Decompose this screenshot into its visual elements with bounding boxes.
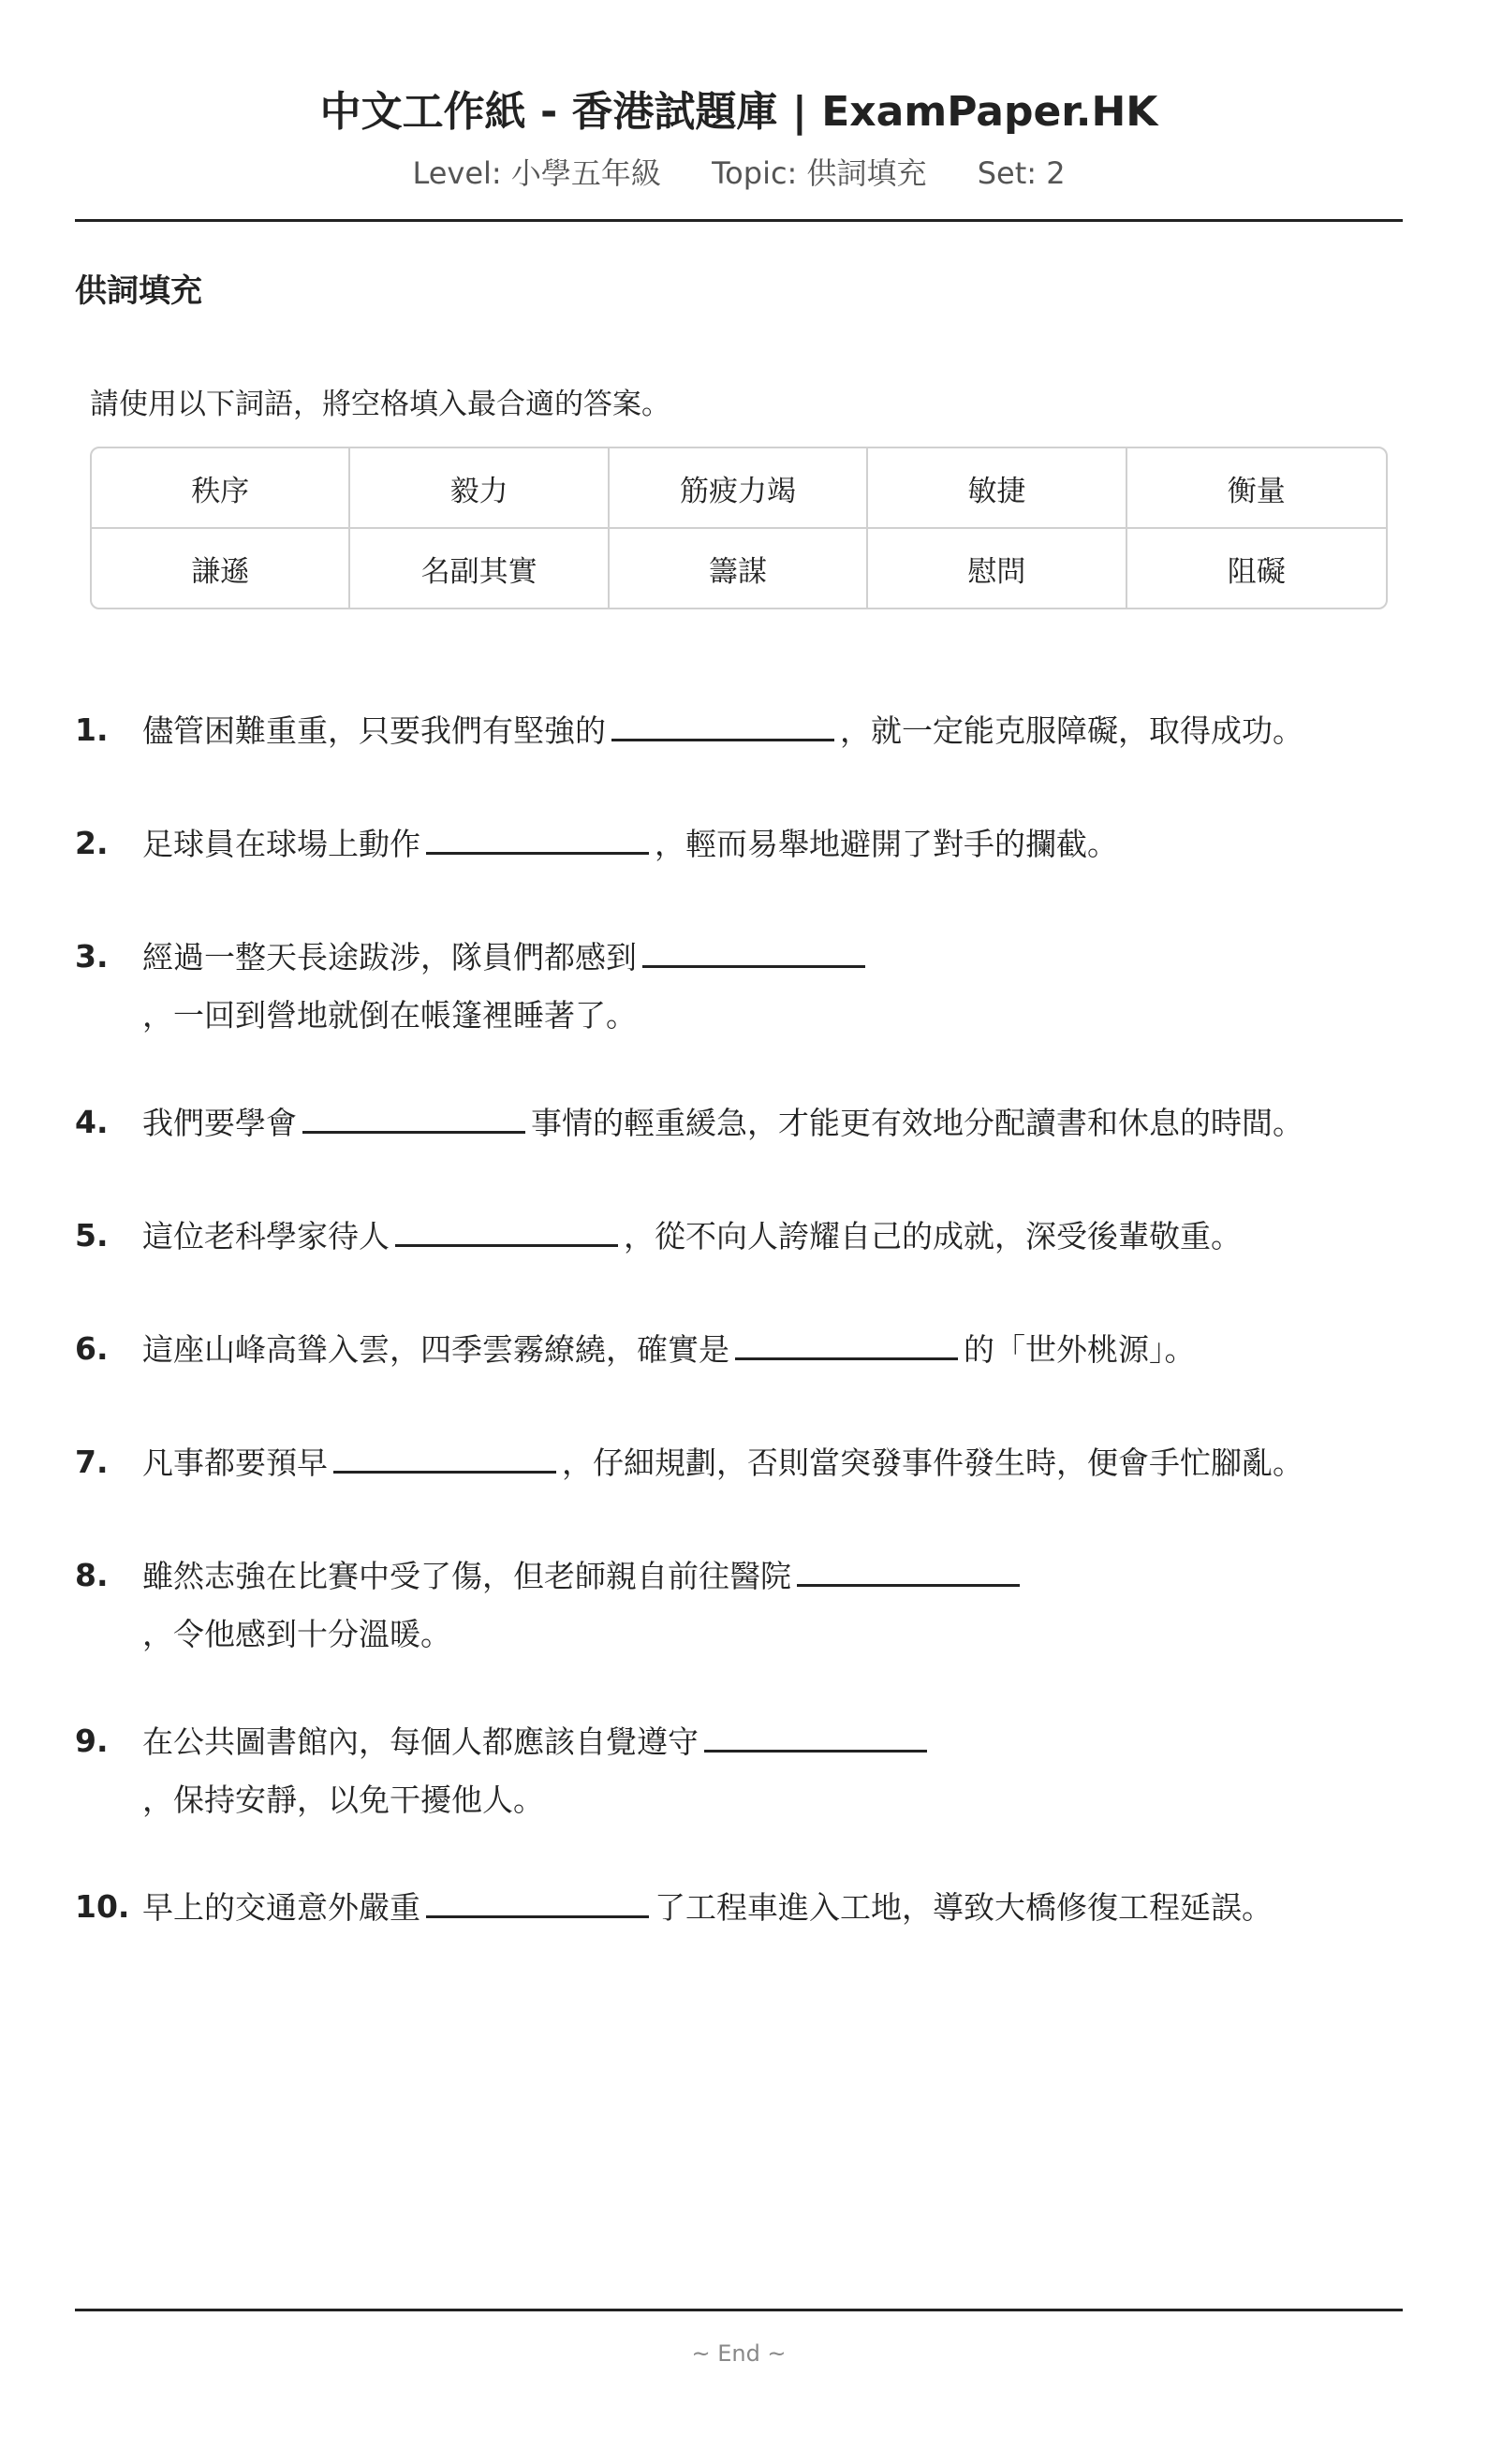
answer-blank[interactable] [642, 928, 865, 968]
answer-blank[interactable] [611, 701, 834, 741]
instruction-text: 請使用以下詞語，將空格填入最合適的答案。 [90, 388, 670, 421]
question-text-before: 我們要學會 [142, 1105, 297, 1141]
question-text [142, 1433, 1403, 1492]
answer-blank[interactable] [735, 1320, 958, 1360]
question-item [75, 1878, 1403, 1937]
answer-blank[interactable] [302, 1093, 525, 1134]
question-number: 3. [75, 938, 109, 975]
question-text [142, 1093, 1403, 1152]
worksheet-meta [75, 154, 1403, 193]
question-item [75, 814, 1403, 873]
question-number: 8. [75, 1557, 109, 1593]
question-text [142, 1712, 1403, 1829]
question-text-before: 早上的交通意外嚴重 [142, 1889, 420, 1926]
question-item [75, 1712, 1403, 1829]
word-bank-row [92, 529, 1386, 608]
word-bank-cell: 敏捷 [868, 448, 1126, 529]
answer-blank[interactable] [395, 1207, 618, 1247]
question-text-before: 這位老科學家待人 [142, 1218, 390, 1254]
answer-blank[interactable] [333, 1433, 556, 1474]
question-text [142, 928, 1403, 1045]
answer-blank[interactable] [704, 1712, 927, 1753]
question-item [75, 928, 1403, 1045]
question-text-before: 儘管困難重重，只要我們有堅強的 [142, 712, 606, 749]
question-text-before: 在公共圖書館內，每個人都應該自覺遵守 [142, 1723, 699, 1760]
word-bank-cell: 阻礙 [1227, 554, 1286, 589]
answer-blank[interactable] [797, 1547, 1020, 1587]
question-text-before: 這座山峰高聳入雲，四季雲霧繚繞，確實是 [142, 1331, 729, 1368]
question-text-after: 的「世外桃源」。 [964, 1331, 1196, 1368]
question-number: 2. [75, 825, 109, 861]
worksheet-page [75, 0, 1403, 2464]
question-text-after: ，令他感到十分溫暖。 [142, 1616, 451, 1652]
question-text-after: ，保持安靜，以免干擾他人。 [142, 1782, 544, 1818]
question-text-before: 雖然志強在比賽中受了傷，但老師親自前往醫院 [142, 1558, 791, 1594]
worksheet-header [75, 0, 1403, 222]
word-bank-cell: 慰問 [868, 529, 1126, 608]
answer-blank[interactable] [426, 814, 649, 855]
question-number: 7. [75, 1444, 109, 1480]
question-item [75, 1433, 1403, 1492]
question-number: 5. [75, 1217, 109, 1254]
question-item [75, 1320, 1403, 1379]
question-text [142, 1207, 1403, 1266]
word-bank-cell: 秩序 [92, 448, 350, 529]
topic-label: Topic: 供詞填充 [712, 155, 927, 191]
question-text-before: 凡事都要預早 [142, 1445, 328, 1481]
word-bank-cell: 衡量 [1127, 448, 1386, 529]
question-text-after: ，輕而易舉地避開了對手的攔截。 [655, 826, 1118, 862]
question-text [142, 814, 1403, 873]
question-text-before: 足球員在球場上動作 [142, 826, 420, 862]
word-bank-cell: 籌謀 [610, 529, 868, 608]
question-number: 1. [75, 711, 109, 748]
word-bank-table [90, 447, 1388, 609]
question-number: 4. [75, 1104, 109, 1140]
question-text-after: ，就一定能克服障礙，取得成功。 [840, 712, 1303, 749]
question-item [75, 1093, 1403, 1152]
question-text-after: ，一回到營地就倒在帳篷裡睡著了。 [142, 997, 637, 1034]
question-item [75, 1547, 1403, 1664]
section-title: 供詞填充 [75, 272, 202, 310]
page-title: 中文工作紙 - 香港試題庫 | ExamPaper.HK [319, 88, 1158, 136]
question-text-before: 經過一整天長途跋涉，隊員們都感到 [142, 939, 637, 975]
question-text-after: ，從不向人誇耀自己的成就，深受後輩敬重。 [624, 1218, 1242, 1254]
word-bank-cell: 謙遜 [92, 529, 350, 608]
question-list [75, 701, 1403, 1937]
set-label: Set: 2 [977, 155, 1066, 191]
answer-blank[interactable] [426, 1878, 649, 1918]
footer-divider [75, 2309, 1403, 2311]
word-bank-cell: 名副其實 [350, 529, 609, 608]
question-item [75, 1207, 1403, 1266]
word-bank-cell: 筋疲力竭 [610, 448, 868, 529]
question-text [142, 1320, 1403, 1379]
question-text [142, 1878, 1403, 1937]
question-text [142, 1547, 1403, 1664]
question-text-after: 了工程車進入工地，導致大橋修復工程延誤。 [655, 1889, 1273, 1926]
question-text-after: 事情的輕重緩急，才能更有效地分配讀書和休息的時間。 [531, 1105, 1303, 1141]
footer-end-marker: ~ End ~ [691, 2340, 787, 2367]
header-divider [75, 219, 1403, 222]
question-number: 6. [75, 1330, 109, 1367]
question-text [142, 701, 1403, 760]
word-bank-row [92, 448, 1386, 529]
question-text-after: ，仔細規劃，否則當突發事件發生時，便會手忙腳亂。 [562, 1445, 1303, 1481]
word-bank-cell: 毅力 [350, 448, 609, 529]
level-label: Level: 小學五年級 [412, 155, 661, 191]
question-number: 9. [75, 1723, 109, 1759]
question-item [75, 701, 1403, 760]
question-number: 10. [75, 1888, 130, 1925]
